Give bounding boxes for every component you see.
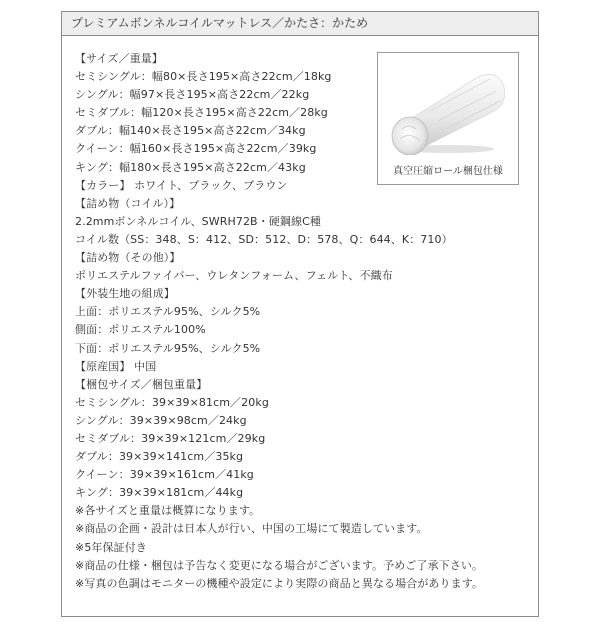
spec-line: シングル：幅97×長さ195×高さ22cm／22kg [75, 88, 310, 102]
spec-line: ※5年保証付き [75, 540, 147, 554]
spec-line: ポリエステルファイバー、ウレタンフォーム、フェルト、不織布 [75, 269, 393, 283]
spec-line: クイーン：幅160×長さ195×高さ22cm／39kg [75, 142, 317, 156]
product-title: プレミアムボンネルコイルマットレス／かたさ：かため [71, 16, 369, 30]
spec-line: コイル数（SS：348、S：412、SD：512、D：578、Q：644、K：710） [75, 232, 453, 246]
spec-line: ※商品の企画・設計は日本人が行い、中国の工場にて製造しています。 [75, 522, 428, 536]
spec-line: 2.2mmボンネルコイル、SWRH72B・硬鋼線C種 [75, 214, 321, 228]
spec-line: 【梱包サイズ／梱包重量】 [75, 377, 208, 391]
spec-line: セミダブル：39×39×121cm／29kg [75, 431, 266, 445]
figure-caption: 真空圧縮ロール梱包仕様 [393, 166, 503, 177]
spec-line: 【詰め物（その他）】 [75, 251, 181, 265]
spec-line: 【カラー】 ホワイト、ブラック、ブラウン [75, 178, 288, 192]
spec-line: セミシングル：幅80×長さ195×高さ22cm／18kg [75, 70, 332, 84]
spec-line: 【詰め物（コイル）】 [75, 196, 181, 210]
spec-line: ※各サイズと重量は概算になります。 [75, 504, 261, 518]
spec-line: クイーン：39×39×161cm／41kg [75, 468, 254, 482]
spec-line: キング：39×39×181cm／44kg [75, 486, 244, 500]
spec-line: ダブル：幅140×長さ195×高さ22cm／34kg [75, 124, 306, 138]
spec-line: ダブル：39×39×141cm／35kg [75, 450, 244, 464]
spec-line: 上面：ポリエステル95%、シルク5% [75, 305, 261, 319]
spec-line: 【サイズ／重量】 [75, 52, 163, 65]
spec-line: 側面：ポリエステル100% [75, 323, 206, 337]
spec-line: ※商品の仕様・梱包は予告なく変更になる場合がございます。予めご了承下さい。 [75, 558, 484, 572]
spec-line: ※写真の色調はモニターの機種や設定により実際の商品と異なる場合があります。 [75, 576, 484, 590]
spec-line: 【外装生地の組成】 [75, 287, 175, 301]
spec-panel [61, 11, 539, 617]
spec-line: キング：幅180×長さ195×高さ22cm／43kg [75, 160, 306, 174]
spec-line: セミシングル：39×39×81cm／20kg [75, 395, 269, 409]
spec-line: 【原産国】 中国 [75, 359, 157, 373]
spec-line: セミダブル：幅120×長さ195×高さ22cm／28kg [75, 106, 328, 120]
rolled-mattress-image [386, 59, 510, 155]
panel-header [62, 12, 538, 36]
spec-line: シングル：39×39×98cm／24kg [75, 413, 247, 427]
spec-line: 下面：ポリエステル95%、シルク5% [75, 341, 261, 355]
packaging-figure [377, 52, 519, 185]
